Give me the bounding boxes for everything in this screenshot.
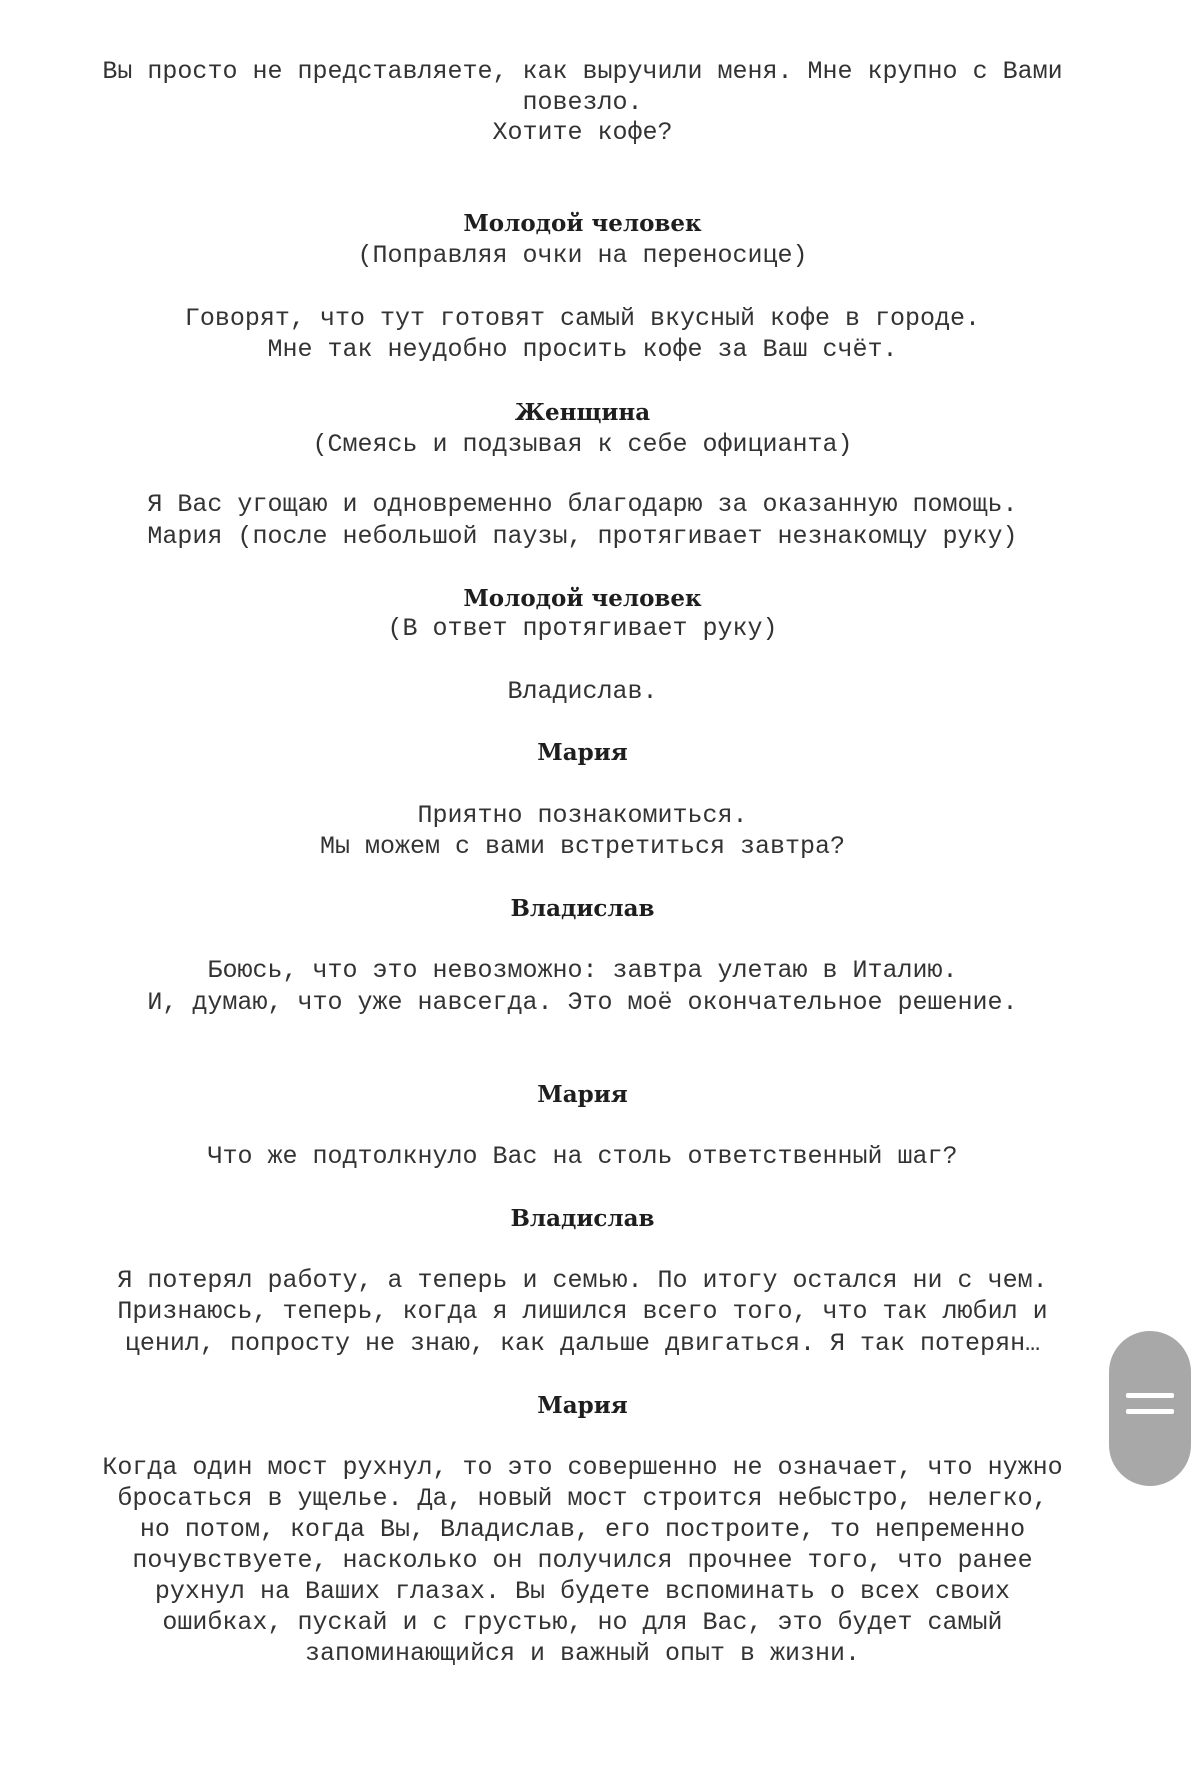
character-name: Владислав [510,895,655,922]
dialogue-line: бросаться в ущелье. Да, новый мост строится небыстро, нелегко, [117,1484,1048,1513]
dialogue-line: Мария (после небольшой паузы, протягивает незнакомцу руку) [147,522,1018,551]
parenthetical: (Смеясь и подзывая к себе официанта) [312,430,853,459]
dialogue-line: Хотите кофе? [492,118,673,147]
dialogue-line: почувствуете, насколько он получился прочнее того, что ранее [132,1546,1033,1575]
grip-line [1126,1409,1174,1414]
dialogue-line: Что же подтолкнуло Вас на столь ответственный шаг? [207,1142,958,1171]
character-name: Мария [537,1392,628,1419]
dialogue-line: ошибках, пускай и с грустью, но для Вас, это будет самый [162,1608,1003,1637]
dialogue-line: Мы можем с вами встретиться завтра? [319,832,846,861]
dialogue-line: но потом, когда Вы, Владислав, его построите, то непременно [139,1515,1026,1544]
dialogue-line: И, думаю, что уже навсегда. Это моё окончательное решение. [147,988,1018,1017]
dialogue-line: Приятно познакомиться. [417,801,748,830]
dialogue-line: Владислав. [507,677,658,706]
character-name: Молодой человек [463,210,702,237]
dialogue-line: Признаюсь, теперь, когда я лишился всего того, что так любил и [117,1297,1048,1326]
character-name: Молодой человек [463,585,702,612]
scroll-handle[interactable] [1109,1331,1191,1486]
dialogue-line: Говорят, что тут готовят самый вкусный кофе в городе. [184,304,981,333]
dialogue-line: Вы просто не представляете, как выручили меня. Мне крупно с Вами [102,57,1063,86]
dialogue-line: Когда один мост рухнул, то это совершенно не означает, что нужно [102,1453,1063,1482]
dialogue-line: повезло. [522,88,643,117]
character-name: Владислав [510,1205,655,1232]
dialogue-line: ценил, попросту не знаю, как дальше двигаться. Я так потерян… [124,1329,1041,1358]
grip-line [1126,1393,1174,1398]
parenthetical: (В ответ протягивает руку) [387,614,778,643]
dialogue-line: Мне так неудобно просить кофе за Ваш счёт. [267,335,898,364]
dialogue-line: рухнул на Ваших глазах. Вы будете вспоминать о всех своих [154,1577,1011,1606]
character-name: Женщина [514,399,651,426]
character-name: Мария [537,739,628,766]
dialogue-line: запоминающийся и важный опыт в жизни. [304,1639,861,1668]
dialogue-line: Боюсь, что это невозможно: завтра улетаю в Италию. [207,956,958,985]
parenthetical: (Поправляя очки на переносице) [357,241,808,270]
dialogue-line: Я Вас угощаю и одновременно благодарю за оказанную помощь. [147,490,1018,519]
dialogue-line: Я потерял работу, а теперь и семью. По итогу остался ни с чем. [117,1266,1048,1295]
character-name: Мария [537,1081,628,1108]
